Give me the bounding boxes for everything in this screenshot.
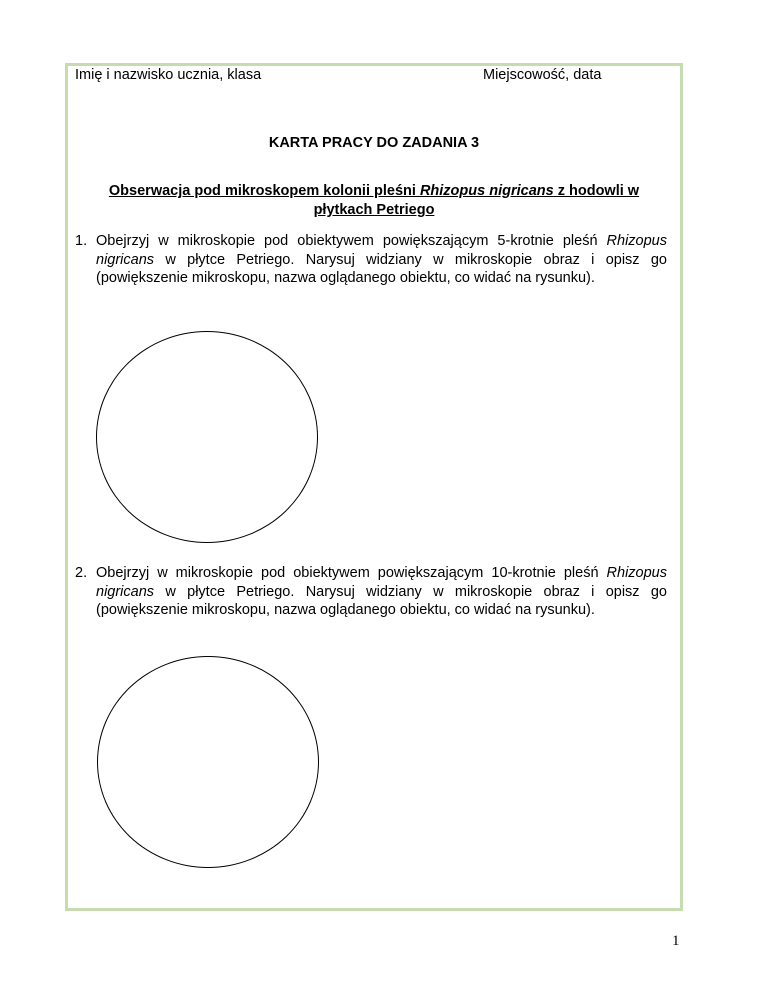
subtitle-text-end: z hodowli w płytkach Petriego [313,183,640,218]
place-date-label: Miejscowość, data [483,67,602,83]
drawing-circle-1 [96,331,318,543]
student-name-class-label: Imię i nazwisko ucznia, klasa [75,67,262,83]
subtitle-text-start: Obserwacja pod mikroskopem kolonii pleśni [108,183,420,199]
task-1-species: Rhizopus nigricans [96,233,667,268]
task-2-text-start: Obejrzyj w mikroskopie pod obiektywem powiększającym 10-krotnie pleśń [96,565,607,581]
page-number: 1 [672,933,680,949]
task-1-text-start: Obejrzyj w mikroskopie pod obiektywem powiększającym 5-krotnie pleśń [96,233,607,249]
task-2-species: Rhizopus nigricans [96,565,667,600]
task-2 [75,564,667,620]
task-2-number: 2. [75,565,88,581]
task-2-text-end: w płytce Petriego. Narysuj widziany w mikroskopie obraz i opisz go (powiększenie mikroskopu, nazwa oglądanego obiektu, co widać na rysunku). [96,583,667,618]
task-2-instructions [96,564,667,620]
task-1 [75,232,667,288]
worksheet-title: KARTA PRACY DO ZADANIA 3 [268,135,480,151]
task-1-instructions [96,232,667,288]
task-1-number: 1. [75,233,88,249]
worksheet-subtitle [90,182,658,220]
subtitle-species: Rhizopus nigricans [419,183,554,199]
drawing-circle-2 [97,656,319,868]
task-1-text-end: w płytce Petriego. Narysuj widziany w mikroskopie obraz i opisz go (powiększenie mikroskopu, nazwa oglądanego obiektu, co widać na rysunku). [96,251,667,286]
